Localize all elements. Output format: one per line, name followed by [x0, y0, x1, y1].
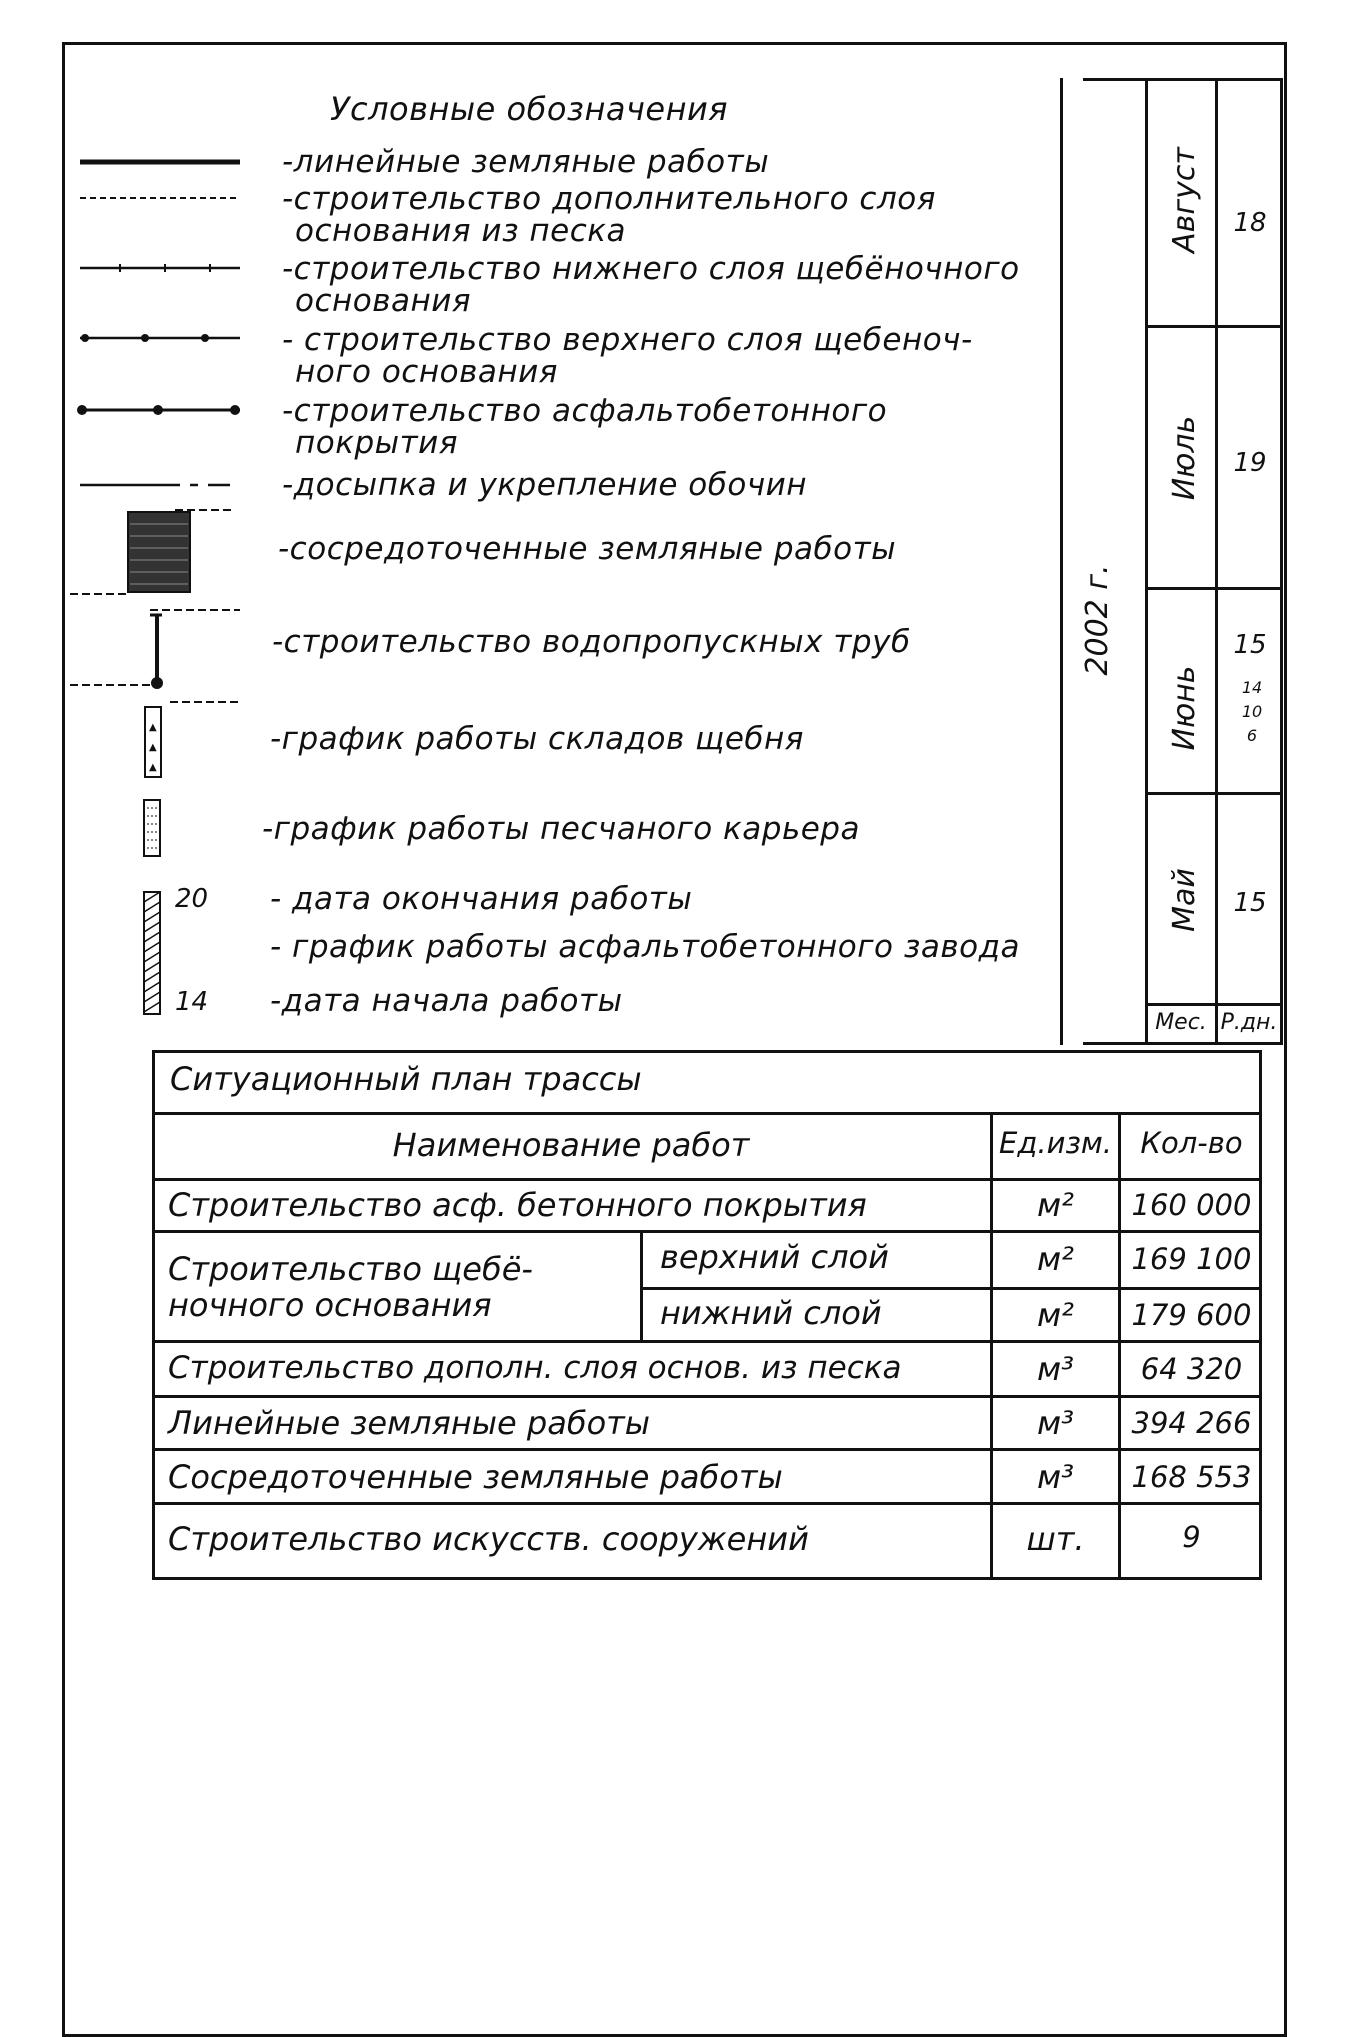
row-name: Строительство дополн. слоя основ. из песка	[168, 1350, 902, 1386]
calendar-col-month: Мес.	[1155, 1010, 1207, 1035]
table-line	[152, 1448, 1262, 1451]
calendar-days-may: 15	[1233, 888, 1267, 918]
svg-text:▲: ▲	[149, 742, 157, 753]
row-unit: м³	[1037, 1350, 1074, 1388]
row-qty: 160 000	[1131, 1188, 1252, 1222]
header-unit: Ед.изм.	[999, 1126, 1112, 1160]
row-unit: м³	[1037, 1458, 1074, 1496]
calendar-days-august: 18	[1233, 208, 1267, 238]
calendar-days-june-extra: 10	[1241, 702, 1263, 721]
row-qty: 168 553	[1131, 1460, 1252, 1494]
row-unit: м²	[1037, 1240, 1074, 1278]
table-line	[152, 1112, 1262, 1115]
row-name: Строительство искусств. сооружений	[168, 1520, 809, 1558]
legend-item-asphalt-plant: - график работы асфальтобетонного завода	[270, 929, 1020, 965]
calendar-left-border	[1060, 78, 1063, 1045]
calendar-month-may: Май	[1167, 868, 1202, 932]
table-line	[1118, 1112, 1121, 1580]
asphalt-pavement-symbol	[77, 405, 240, 415]
table-line	[640, 1230, 643, 1340]
culvert-symbol	[70, 610, 240, 689]
start-date-number: 14	[175, 987, 209, 1017]
table-line	[152, 1178, 1262, 1181]
calendar-line	[1145, 792, 1283, 795]
legend-item-asphalt-2: покрытия	[295, 425, 458, 461]
row-name: Строительство асф. бетонного покрытия	[168, 1186, 867, 1224]
calendar-month-june: Июнь	[1167, 665, 1202, 751]
asphalt-plant-symbol	[144, 892, 160, 1014]
calendar-line	[1145, 325, 1283, 328]
end-date-number: 20	[175, 884, 209, 914]
row-group-name: Строительство щебё-	[168, 1250, 533, 1288]
row-sub: нижний слой	[660, 1294, 882, 1332]
legend-item-sand-quarry: -график работы песчаного карьера	[262, 811, 860, 847]
legend-title: Условные обозначения	[330, 90, 729, 128]
legend-item-gravel-warehouse: -график работы складов щебня	[270, 721, 804, 757]
row-name: Сосредоточенные земляные работы	[168, 1458, 783, 1496]
row-qty: 9	[1182, 1520, 1201, 1554]
table-line	[152, 1395, 1262, 1398]
table-line	[990, 1112, 993, 1580]
calendar-days-june-extra: 6	[1246, 726, 1258, 745]
table-title: Ситуационный план трассы	[170, 1060, 642, 1098]
legend-item-start-date: -дата начала работы	[270, 983, 623, 1019]
svg-text:▲: ▲	[149, 722, 157, 733]
legend-item-shoulders: -досыпка и укрепление обочин	[282, 467, 808, 503]
legend-item-asphalt: -строительство асфальтобетонного	[282, 393, 888, 429]
table-line	[640, 1287, 1262, 1290]
legend-item-sand-layer: -строительство дополнительного слоя	[282, 181, 936, 217]
table-line	[152, 1502, 1262, 1505]
row-unit: м²	[1037, 1186, 1074, 1224]
row-unit: шт.	[1026, 1520, 1085, 1558]
table-line	[152, 1340, 1262, 1343]
svg-text:▲: ▲	[149, 762, 157, 773]
row-unit: м³	[1037, 1404, 1074, 1442]
gravel-warehouse-symbol	[145, 702, 240, 777]
upper-gravel-layer-symbol	[80, 334, 240, 342]
header-name: Наименование работ	[392, 1126, 750, 1164]
lower-gravel-layer-symbol	[80, 264, 240, 272]
legend-item-concentrated-earthwork: -сосредоточенные земляные работы	[278, 531, 897, 567]
legend-item-upper-gravel-2: ного основания	[295, 354, 558, 390]
row-group-name-2: ночного основания	[168, 1286, 492, 1324]
header-qty: Кол-во	[1140, 1126, 1243, 1160]
calendar-line	[1145, 587, 1283, 590]
table-line	[152, 1230, 1262, 1233]
legend-item-culverts: -строительство водопропускных труб	[272, 624, 911, 660]
calendar-year: 2002 г.	[1080, 564, 1115, 676]
row-qty: 394 266	[1131, 1406, 1252, 1440]
calendar-col-days: Р.дн.	[1220, 1010, 1278, 1035]
sand-quarry-symbol	[144, 800, 160, 856]
legend-item-lower-gravel-2: основания	[295, 283, 472, 319]
legend-item-linear-earthwork: -линейные земляные работы	[282, 144, 770, 180]
calendar-days-june: 15	[1233, 630, 1267, 660]
row-unit: м²	[1037, 1296, 1074, 1334]
calendar-divider-month	[1145, 78, 1148, 1045]
row-qty: 169 100	[1131, 1242, 1252, 1276]
legend-item-upper-gravel: - строительство верхнего слоя щебеноч-	[282, 322, 973, 358]
calendar-line	[1145, 1003, 1283, 1006]
calendar-month-august: Август	[1167, 147, 1202, 253]
calendar-days-july: 19	[1233, 448, 1267, 478]
calendar-divider-days	[1215, 78, 1218, 1045]
calendar-month-july: Июль	[1167, 415, 1202, 501]
row-sub: верхний слой	[660, 1238, 889, 1276]
legend-item-sand-layer-2: основания из песка	[295, 213, 627, 249]
row-qty: 64 320	[1140, 1352, 1243, 1386]
legend-item-end-date: - дата окончания работы	[270, 881, 693, 917]
row-qty: 179 600	[1131, 1298, 1252, 1332]
row-name: Линейные земляные работы	[168, 1404, 651, 1442]
calendar-days-june-extra: 14	[1241, 678, 1263, 697]
legend-symbols	[70, 140, 270, 1050]
concentrated-earthwork-symbol	[70, 510, 235, 594]
legend-item-lower-gravel: -строительство нижнего слоя щебёночного	[282, 251, 1020, 287]
